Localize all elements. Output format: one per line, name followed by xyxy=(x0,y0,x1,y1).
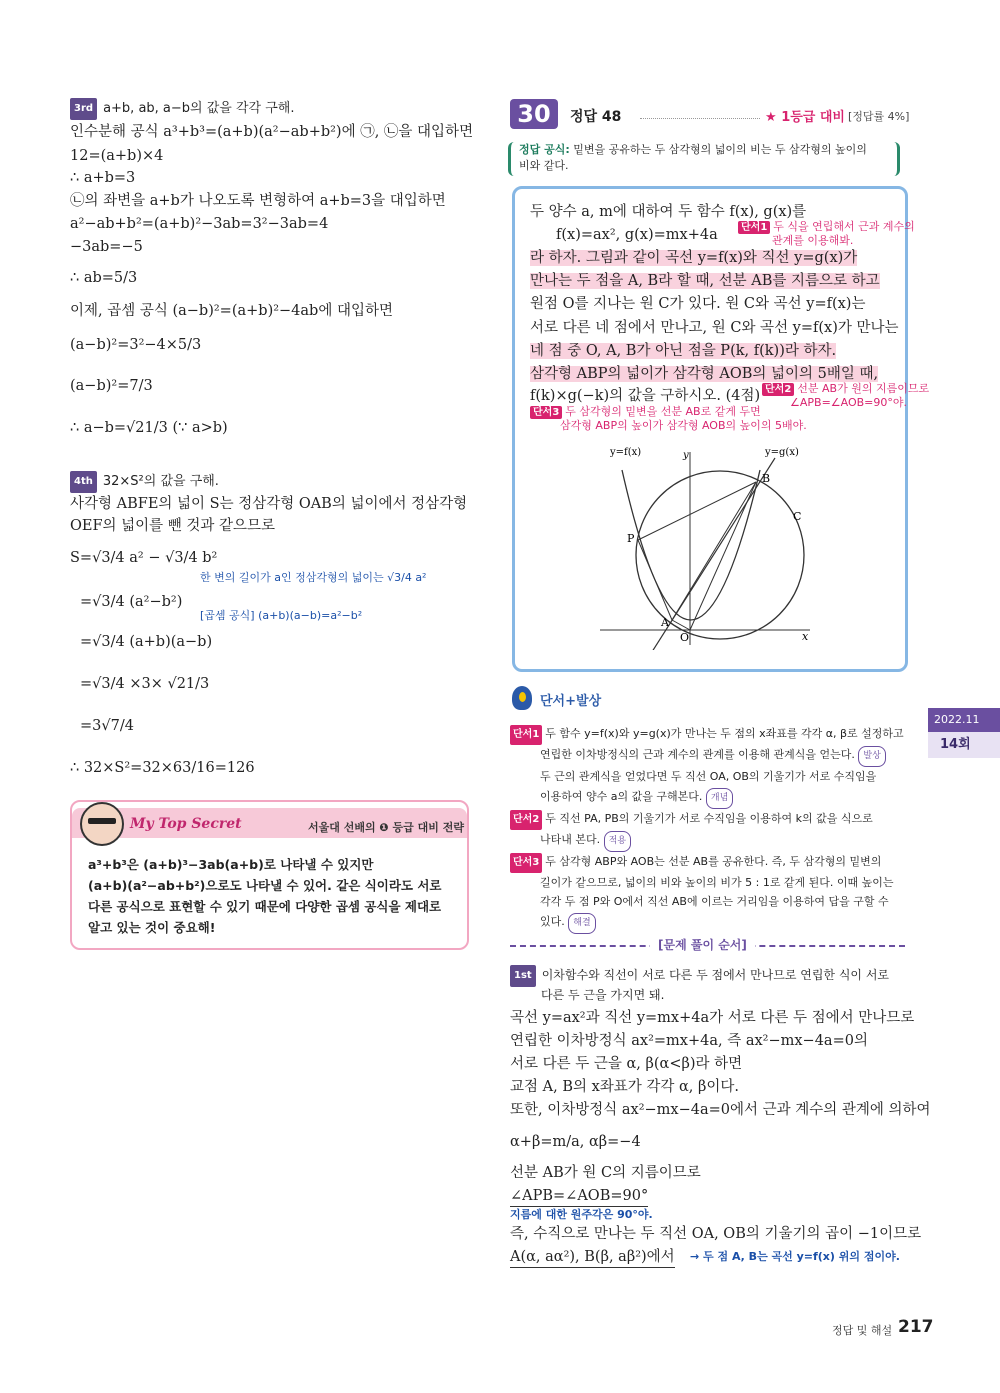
step4-line: S=√3/4 a² − √3/4 b² xyxy=(70,550,218,566)
hint-item-cont: 연립한 이차방정식의 근과 계수의 관계를 이용해 관계식을 얻는다. 발상 xyxy=(510,745,910,768)
sunglasses-icon xyxy=(88,818,116,824)
label-P: P xyxy=(627,532,635,545)
lightbulb-head-icon xyxy=(512,686,532,710)
top-secret-title: My Top Secret xyxy=(130,816,242,832)
hint-item: 단서2 두 직선 PA, PB의 기울기가 서로 수직임을 이용하여 k의 값을 식으로 xyxy=(510,809,910,830)
page-number: 217 xyxy=(898,1317,934,1337)
step3-line: ∴ a+b=3 xyxy=(70,170,136,186)
answer-label: 정답 48 xyxy=(570,109,622,125)
clue1-note: 단서1 두 식을 연립해서 근과 계수의 관계를 이용해봐. xyxy=(738,220,915,248)
problem-line: f(x)=ax², g(x)=mx+4a xyxy=(556,227,718,243)
clue2-note: 단서2 선분 AB가 원의 지름이므로 ∠APB=∠AOB=90°야. xyxy=(762,382,929,410)
solution-line: α+β=m/a, αβ=−4 xyxy=(510,1134,641,1150)
parabola-f xyxy=(622,470,760,620)
step3-line: ∴ a−b=√21/3 (∵ a>b) xyxy=(70,420,228,436)
note-points-on-curve: → 두 점 A, B는 곡선 y=f(x) 위의 점이야. xyxy=(690,1250,900,1263)
problem-line: 삼각형 ABP의 넓이가 삼각형 AOB의 넓이의 5배일 때, xyxy=(530,366,879,382)
label-O: O xyxy=(680,631,690,644)
key-formula-box: 정답 공식: 밑변을 공유하는 두 삼각형의 넓이의 비는 두 삼각형의 높이의 비와 같다. xyxy=(508,142,900,176)
solution-line: 즉, 수직으로 만나는 두 직선 OA, OB의 기울기의 곱이 −1이므로 xyxy=(510,1226,922,1242)
footer-label: 정답 및 해설 xyxy=(832,1324,893,1337)
badge: 적용 xyxy=(604,831,631,853)
step4-line: =3√7/4 xyxy=(80,718,134,734)
problem-line: 두 양수 a, m에 대하여 두 함수 f(x), g(x)를 xyxy=(530,204,807,220)
note-triangle-area: 한 변의 길이가 a인 정삼각형의 넓이는 √3/4 a² xyxy=(200,571,427,584)
step3-line: (a−b)²=7/3 xyxy=(70,378,153,394)
step3-line: 12=(a+b)×4 xyxy=(70,148,164,164)
solution-line: 연립한 이차방정식 ax²=mx+4a, 즉 ax²−mx−4a=0의 xyxy=(510,1033,868,1049)
step4-line: ∴ 32×S²=32×63/16=126 xyxy=(70,760,255,776)
step4-line: =√3/4 (a²−b²) xyxy=(80,594,183,610)
step3-line: −3ab=−5 xyxy=(70,239,143,255)
label-x: x xyxy=(802,630,809,643)
step3-line: (a−b)²=3²−4×5/3 xyxy=(70,337,202,353)
badge: 해결 xyxy=(568,913,595,935)
note-product-formula: [곱셈 공식] (a+b)(a−b)=a²−b² xyxy=(200,609,363,622)
step-tag: 3rd xyxy=(70,98,97,120)
hint-item: 단서3 두 삼각형 ABP와 AOB는 선분 AB를 공유한다. 즉, 두 삼각형의 밑변의 xyxy=(510,852,910,873)
step4-line: =√3/4 ×3× √21/3 xyxy=(80,676,210,692)
badge: 개념 xyxy=(706,788,733,810)
step1-heading-cont: 다른 두 근을 가지면 돼. xyxy=(541,988,665,1002)
step3-line: a²−ab+b²=(a+b)²−3ab=3²−3ab=4 xyxy=(70,216,329,232)
step3-line: 이제, 곱셈 공식 (a−b)²=(a+b)²−4ab에 대입하면 xyxy=(70,303,393,319)
problem-line: 서로 다른 네 점에서 만나고, 원 C와 곡선 y=f(x)가 만나는 xyxy=(530,320,899,336)
step4-heading: 4th 32×S²의 값을 구해. xyxy=(70,471,219,493)
lightbulb-core-icon xyxy=(519,692,526,702)
hint-item: 두 근의 관계식을 얻었다면 두 직선 OA, OB의 기울기가 서로 수직임을 xyxy=(540,770,877,783)
step1-heading: 1st 이차함수와 직선이 서로 다른 두 점에서 만나므로 연립한 식이 서로 xyxy=(510,965,889,987)
circle-c xyxy=(636,471,804,639)
top-secret-box xyxy=(70,800,469,950)
problem-line: 네 점 중 O, A, B가 아닌 점을 P(k, f(k))라 하자. xyxy=(530,343,837,359)
label-y: y xyxy=(683,450,689,461)
step3-heading: 3rd a+b, ab, a−b의 값을 각각 구해. xyxy=(70,98,294,120)
top-secret-subtitle: 서울대 선배의 ❶ 등급 대비 전략 xyxy=(308,821,464,834)
solution-line: 또한, 이차방정식 ax²−mx−4a=0에서 근과 계수의 관계에 의하여 xyxy=(510,1102,931,1118)
problem-line: 만나는 두 점을 A, B라 할 때, 선분 AB를 지름으로 하고 xyxy=(530,273,880,289)
label-fx: y=f(x) xyxy=(610,447,642,458)
step3-line: 인수분해 공식 a³+b³=(a+b)(a²−ab+b²)에 ㉠, ㉡을 대입하면 xyxy=(70,124,474,140)
hint-item-cont: 나타내 본다. 적용 xyxy=(510,830,910,853)
solution-line: 곡선 y=ax²과 직선 y=mx+4a가 서로 다른 두 점에서 만나므로 xyxy=(510,1010,915,1026)
side-tab-round: 14회 xyxy=(928,732,1000,758)
solution-line: 서로 다른 두 근을 α, β(α<β)라 하면 xyxy=(510,1056,743,1072)
top-secret-body: a³+b³은 (a+b)³−3ab(a+b)로 나타낼 수 있지만 (a+b)(a²−ab+b²)으로도 나타낼 수 있어. 같은 식이라도 서로 다른 공식으로 표현할 수 있기 때문에 다양한 곱셈 공식을 제대로 알고 있는 것이 중요해! xyxy=(88,857,442,935)
label-C: C xyxy=(793,510,802,523)
step4-line: OEF의 넓이를 뺀 것과 같으므로 xyxy=(70,518,276,534)
problem-graph xyxy=(600,440,820,650)
clue3-note: 단서3 두 삼각형의 밑변을 선분 AB로 같게 두면 삼각형 ABP의 높이가 삼각형 AOB의 높이의 5배야. xyxy=(530,405,807,433)
hint-item-cont: 길이가 같으므로, 넓이의 비와 높이의 비가 5 : 1로 같게 된다. 이때 높이는 xyxy=(540,875,894,889)
label-gx: y=g(x) xyxy=(765,447,799,458)
dotted-leader xyxy=(640,118,760,119)
step3-line: ∴ ab=5/3 xyxy=(70,270,138,286)
step-tag: 1st xyxy=(510,965,536,987)
order-title: [문제 풀이 순서] xyxy=(650,936,755,953)
avatar xyxy=(80,802,124,846)
hint-item-cont: 각각 두 점 P와 O에서 직선 AB에 이르는 거리임을 이용하여 답을 구할 수 xyxy=(540,895,889,908)
problem-number: 30 xyxy=(510,99,558,129)
step4-line: =√3/4 (a+b)(a−b) xyxy=(80,634,213,650)
note-inscribed-angle: 지름에 대한 원주각은 90°야. xyxy=(510,1208,653,1221)
label-B: B xyxy=(762,472,771,485)
problem-line: 라 하자. 그림과 같이 곡선 y=f(x)와 직선 y=g(x)가 xyxy=(530,250,858,266)
hint-item: 단서1 두 함수 y=f(x)와 y=g(x)가 만나는 두 점의 x좌표를 각각 α, β로 설정하고 xyxy=(510,724,910,745)
problem-line: 원점 O를 지나는 원 C가 있다. 원 C와 곡선 y=f(x)는 xyxy=(530,296,866,312)
hint-item-cont: 있다. 해결 xyxy=(510,912,910,935)
step3-line: ㉡의 좌변을 a+b가 나오도록 변형하여 a+b=3을 대입하면 xyxy=(70,193,446,209)
hint-item-cont: 이용하여 양수 a의 값을 구해본다. 개념 xyxy=(510,787,910,810)
solution-line: A(α, aα²), B(β, aβ²)에서 xyxy=(510,1247,675,1268)
correct-rate: [정답률 4%] xyxy=(848,110,910,123)
label-A: A xyxy=(661,616,669,629)
step4-line: 사각형 ABFE의 넓이 S는 정삼각형 OAB의 넓이에서 정삼각형 xyxy=(70,496,468,512)
section-title: 단서+발상 xyxy=(540,694,602,709)
side-tab-year: 2022.11 xyxy=(928,708,1000,732)
step-tag: 4th xyxy=(70,471,97,493)
solution-line: 선분 AB가 원 C의 지름이므로 xyxy=(510,1165,701,1181)
badge: 발상 xyxy=(858,746,885,768)
grade-badge: ★ 1등급 대비 xyxy=(765,110,845,125)
solution-line: 교점 A, B의 x좌표가 각각 α, β이다. xyxy=(510,1079,740,1095)
problem-line: f(k)×g(−k)의 값을 구하시오. (4점) xyxy=(530,388,761,404)
solution-line: ∠APB=∠AOB=90° xyxy=(510,1186,648,1207)
hints-list xyxy=(510,724,910,934)
segment-OB xyxy=(690,482,756,630)
